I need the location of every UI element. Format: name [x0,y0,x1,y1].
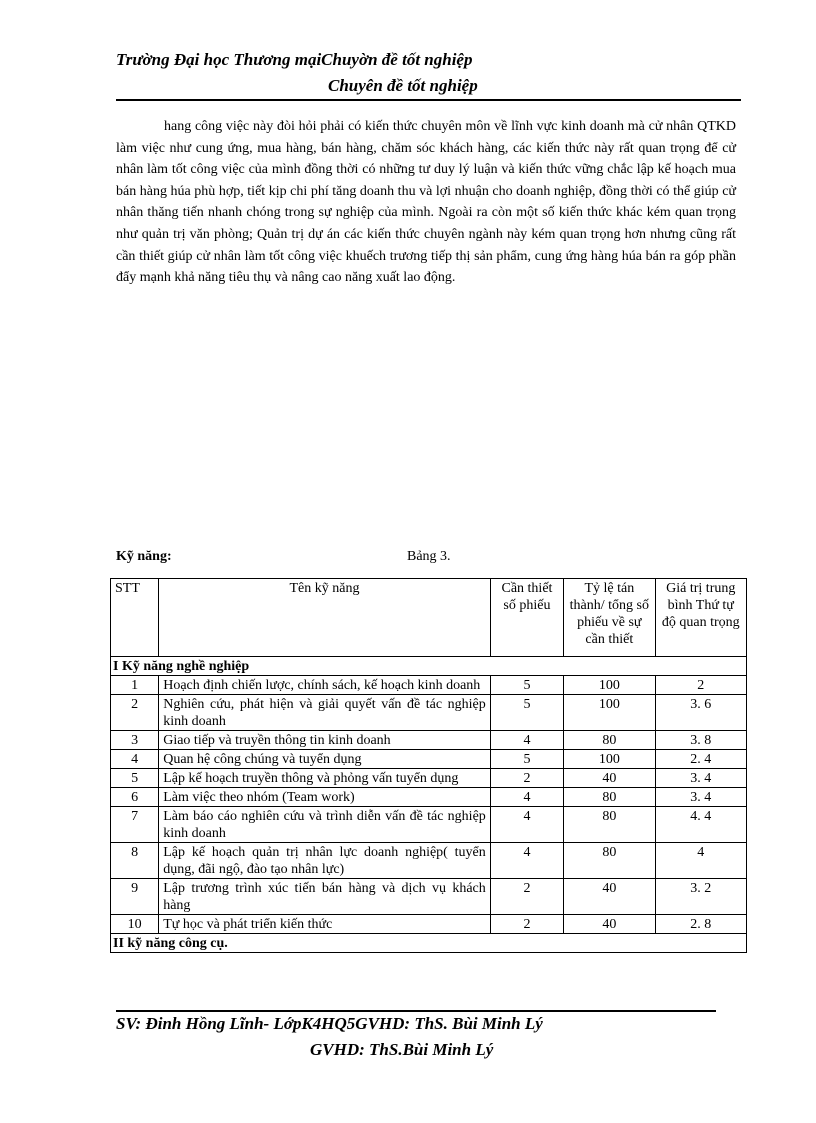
row-skill-name: Lập kế hoạch truyền thông và phỏng vấn tuyển dụng [159,769,491,788]
row-stt: 3 [111,731,159,750]
skills-table [110,578,747,953]
row-count: 5 [490,695,563,731]
row-average: 2 [655,676,746,695]
section-row [111,657,747,676]
row-ratio: 80 [564,843,655,879]
row-count: 4 [490,807,563,843]
row-count: 5 [490,676,563,695]
row-count: 4 [490,731,563,750]
row-average: 4. 4 [655,807,746,843]
section-title: II kỹ năng công cụ. [111,934,747,953]
header-rule [116,99,741,101]
row-stt: 9 [111,879,159,915]
header-count: Cần thiết số phiếu [490,579,563,657]
row-average: 3. 8 [655,731,746,750]
header-ratio: Tỷ lệ tán thành/ tổng số phiếu về sự cần thiết [564,579,655,657]
header-subtitle: Chuyên đề tốt nghiệp [328,76,478,95]
row-count: 2 [490,769,563,788]
table-row [111,843,747,879]
row-average: 3. 4 [655,788,746,807]
row-stt: 8 [111,843,159,879]
row-stt: 7 [111,807,159,843]
row-average: 2. 4 [655,750,746,769]
row-skill-name: Lập kế hoạch quản trị nhân lực doanh nghiệp( tuyển dụng, đãi ngộ, đào tạo nhân lực) [159,843,491,879]
row-count: 2 [490,879,563,915]
row-ratio: 100 [564,750,655,769]
section-title: I Kỹ năng nghề nghiệp [111,657,747,676]
table-header-row [111,579,747,657]
table-row [111,731,747,750]
row-stt: 4 [111,750,159,769]
row-stt: 5 [111,769,159,788]
table-row [111,879,747,915]
header-stt: STT [111,579,159,657]
row-skill-name: Tự học và phát triển kiến thức [159,915,491,934]
row-stt: 1 [111,676,159,695]
row-ratio: 80 [564,731,655,750]
row-average: 3. 6 [655,695,746,731]
row-average: 4 [655,843,746,879]
table-row [111,750,747,769]
footer-rule [116,1010,716,1012]
section-row [111,934,747,953]
row-skill-name: Nghiên cứu, phát hiện và giải quyết vấn đề tác nghiệp kinh doanh [159,695,491,731]
table-row [111,915,747,934]
row-stt: 10 [111,915,159,934]
row-count: 5 [490,750,563,769]
row-average: 3. 2 [655,879,746,915]
header-average: Giá trị trung bình Thứ tự độ quan trọng [655,579,746,657]
row-skill-name: Quan hệ công chúng và tuyển dụng [159,750,491,769]
table-caption-label: Kỹ năng: [116,549,172,564]
body-paragraph: hang công việc này đòi hỏi phải có kiến thức chuyên môn về lĩnh vực kinh doanh mà cử nhân QTKD làm việc như cung ứng, mua hàng, bán hàng, chăm sóc khách hàng, các kiến thức này rất quan trọng để cử nhân làm tốt công việc của mình đồng thời có những tư duy lý luận và kiến thức vững chắc lập kế hoạch mua bán hàng húa phù hợp, tiết kịp chi phí tăng doanh thu và lợi nhuận cho doanh nghiệp, đồng thời có thể giúp cử nhân thăng tiến nhanh chóng trong sự nghiệp của mình. Ngoài ra còn một số kiến thức khác kém quan trọng như quản trị văn phòng; Quản trị dự án các kiến thức chuyên ngành này kém quan trọng hơn nhưng cũng rất cần thiết giúp cử nhân làm tốt công việc khuếch trương tiếp thị sản phẩm, cung ứng hàng húa bán ra góp phần đẩy mạnh khả năng tiêu thụ và nâng cao năng xuất lao động. [116,119,736,286]
table-row [111,769,747,788]
row-ratio: 80 [564,807,655,843]
row-average: 3. 4 [655,769,746,788]
row-count: 2 [490,915,563,934]
row-count: 4 [490,843,563,879]
table-caption-number: Bảng 3. [407,549,451,564]
row-stt: 6 [111,788,159,807]
row-ratio: 40 [564,915,655,934]
table-row [111,788,747,807]
row-stt: 2 [111,695,159,731]
header-title: Trường Đại học Thương mạiChuyờn đề tốt nghiệp [116,50,473,69]
row-count: 4 [490,788,563,807]
row-ratio: 100 [564,676,655,695]
table-row [111,695,747,731]
table-row [111,676,747,695]
row-ratio: 40 [564,769,655,788]
row-skill-name: Làm việc theo nhóm (Team work) [159,788,491,807]
row-skill-name: Lập trương trình xúc tiến bán hàng và dịch vụ khách hàng [159,879,491,915]
header-skill-name: Tên kỹ năng [159,579,491,657]
row-ratio: 80 [564,788,655,807]
row-average: 2. 8 [655,915,746,934]
row-skill-name: Giao tiếp và truyền thông tin kinh doanh [159,731,491,750]
row-skill-name: Làm báo cáo nghiên cứu và trình diễn vấn đề tác nghiệp kinh doanh [159,807,491,843]
row-skill-name: Hoạch định chiến lược, chính sách, kế hoạch kinh doanh [159,676,491,695]
table-row [111,807,747,843]
footer-advisor: GVHD: ThS.Bùi Minh Lý [310,1040,494,1059]
body-text [116,116,736,289]
row-ratio: 100 [564,695,655,731]
footer-student: SV: Đinh Hồng Lĩnh- LớpK4HQ5GVHD: ThS. Bùi Minh Lý [116,1014,543,1033]
row-ratio: 40 [564,879,655,915]
